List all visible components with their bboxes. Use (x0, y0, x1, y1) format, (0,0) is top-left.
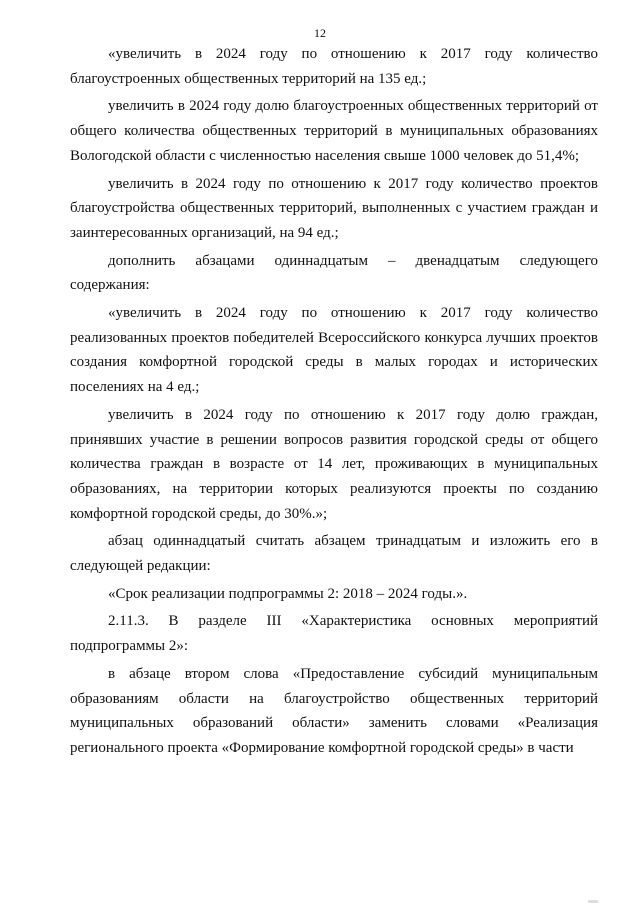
paragraph-1: «увеличить в 2024 году по отношению к 2017 году количество благоустроенных общественных территорий на 135 ед.; (70, 46, 598, 87)
paragraph-2: увеличить в 2024 году долю благоустроенных общественных территорий от общего количества общественных территорий в муниципальных образованиях Вологодской области с численностью населения свыше 1000 человек до 51,4%; (70, 98, 598, 164)
paragraph-9: 2.11.3. В разделе III «Характеристика основных мероприятий подпрограммы 2»: (70, 613, 598, 655)
paragraph-10: в абзаце втором слова «Предоставление субсидий муниципальным образованиям области на благоустройство общественных территорий муниципальных образований области» заменить словами «Реализация регионального проекта «Формирование комфортной городской среды» в части (70, 665, 598, 756)
scan-artifact (588, 900, 598, 903)
page-number: 12 (314, 26, 326, 40)
paragraph-8: «Срок реализации подпрограммы 2: 2018 – 2024 годы.». (108, 585, 468, 602)
paragraph-4: дополнить абзацами одиннадцатым – двенадцатым следующего содержания: (70, 252, 598, 294)
document-body (70, 42, 598, 764)
paragraph-5: «увеличить в 2024 году по отношению к 2017 году количество реализованных проектов победителей Всероссийского конкурса лучших проектов создания комфортной городской среды в малых городах и исторических поселениях на 4 ед.; (70, 305, 598, 396)
paragraph-6: увеличить в 2024 году по отношению к 2017 году долю граждан, принявших участие в решении вопросов развития городской среды от общего количества граждан в возрасте от 14 лет, проживающих в муниципальных образованиях, на территории которых реализуются проекты по созданию комфортной городской среды, до 30%.»; (70, 406, 598, 522)
paragraph-7: абзац одиннадцатый считать абзацем тринадцатым и изложить его в следующей редакции: (70, 533, 598, 575)
paragraph-3: увеличить в 2024 году по отношению к 2017 году количество проектов благоустройства общественных территорий, выполненных с участием граждан и заинтересованных организаций, на 94 ед.; (70, 175, 598, 241)
